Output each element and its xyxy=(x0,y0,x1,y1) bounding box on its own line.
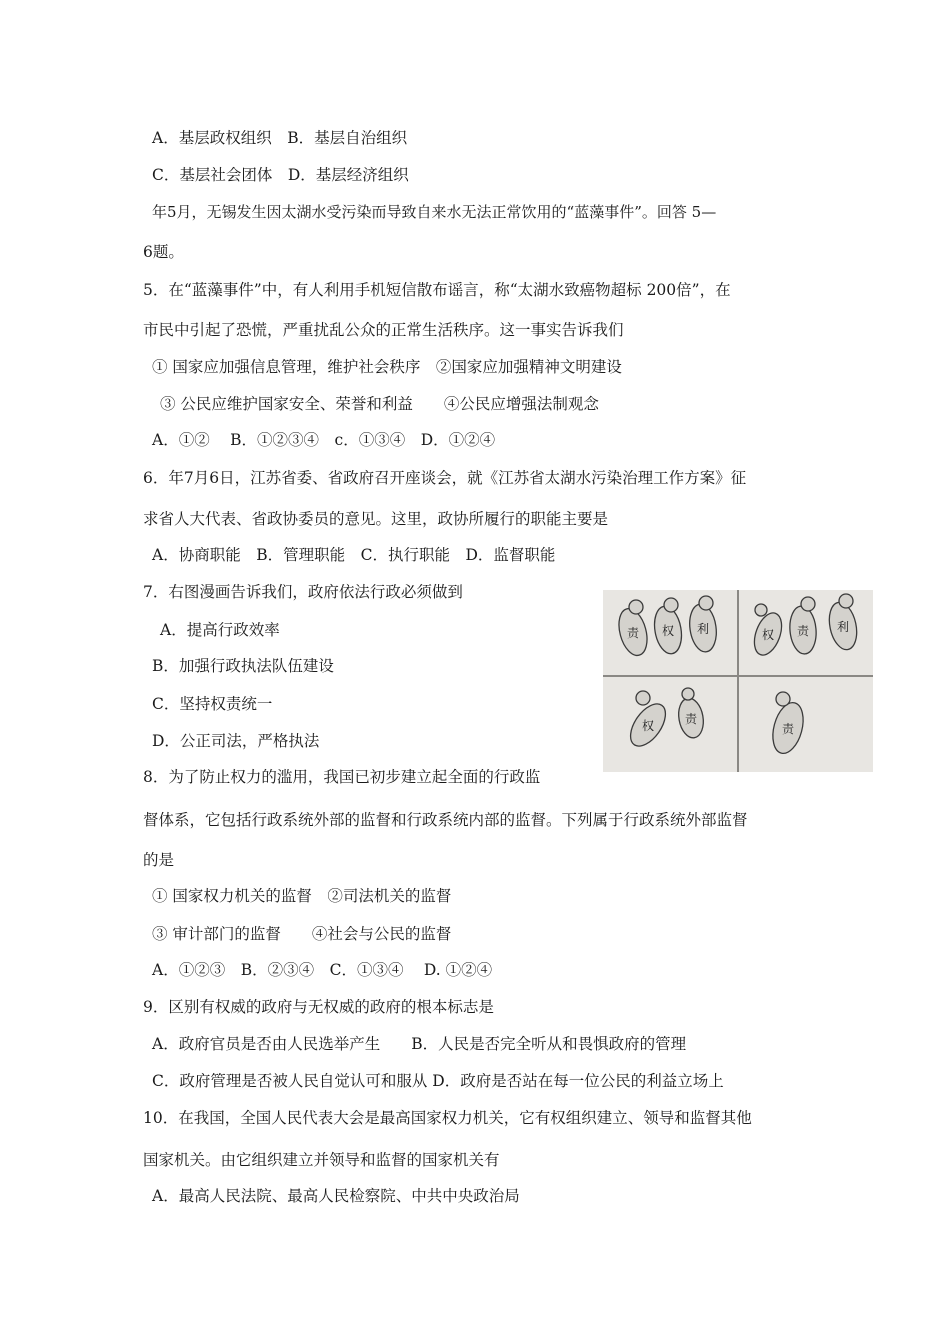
text-line-13: 7．右图漫画告诉我们，政府依法行政必须做到 xyxy=(143,583,463,601)
cartoon-image xyxy=(603,590,873,772)
cartoon-label-4-1: 责 xyxy=(781,722,795,736)
text-line-23: A．①②③ B．②③④ C．①③④ D. ①②④ xyxy=(152,961,493,979)
text-line-06: 市民中引起了恐慌，严重扰乱公众的正常生活秩序。这一事实告诉我们 xyxy=(143,321,624,339)
text-line-11: 求省人大代表、省政协委员的意见。这里，政协所履行的职能主要是 xyxy=(143,510,609,528)
text-line-02: C．基层社会团体 D．基层经济组织 xyxy=(152,166,409,184)
cartoon-label-3-2: 责 xyxy=(684,712,698,726)
text-line-25: A．政府官员是否由人民选举产生 B．人民是否完全听从和畏惧政府的管理 xyxy=(152,1035,687,1053)
text-line-29: A．最高人民法院、最高人民检察院、中共中央政治局 xyxy=(152,1187,520,1205)
cartoon-label-2-3: 利 xyxy=(836,620,850,634)
text-line-21: ① 国家权力机关的监督 ②司法机关的监督 xyxy=(152,887,452,905)
text-line-05: 5．在“蓝藻事件”中，有人利用手机短信散布谣言，称“太湖水致癌物超标 200倍”，在 xyxy=(143,281,731,299)
cartoon-label-1-1: 责 xyxy=(626,626,640,640)
text-line-22: ③ 审计部门的监督 ④社会与公民的监督 xyxy=(152,925,452,943)
text-line-04: 6题。 xyxy=(143,243,184,261)
text-line-28: 国家机关。由它组织建立并领导和监督的国家机关有 xyxy=(143,1151,500,1169)
cartoon-label-2-2: 责 xyxy=(796,624,810,638)
text-line-27: 10．在我国，全国人民代表大会是最高国家权力机关，它有权组织建立、领导和监督其他 xyxy=(143,1109,752,1127)
text-line-16: C．坚持权责统一 xyxy=(152,695,273,713)
cartoon-label-1-2: 权 xyxy=(661,624,675,638)
text-line-01: A．基层政权组织 B．基层自治组织 xyxy=(152,129,408,147)
cartoon-label-2-1: 权 xyxy=(761,628,775,642)
cartoon-panel-1 xyxy=(614,596,719,659)
text-line-08: ③ 公民应维护国家安全、荣誉和利益 ④公民应增强法制观念 xyxy=(160,395,599,413)
text-line-18: 8．为了防止权力的滥用，我国已初步建立起全面的行政监 xyxy=(143,768,541,786)
text-line-26: C．政府管理是否被人民自觉认可和服从 D．政府是否站在每一位公民的利益立场上 xyxy=(152,1072,724,1090)
text-line-10: 6．年7月6日，江苏省委、省政府召开座谈会，就《江苏省太湖水污染治理工作方案》征 xyxy=(143,469,747,487)
text-line-15: B．加强行政执法队伍建设 xyxy=(152,657,334,675)
text-line-19: 督体系，它包括行政系统外部的监督和行政系统内部的监督。下列属于行政系统外部监督 xyxy=(143,811,748,829)
cartoon-label-1-3: 利 xyxy=(696,622,710,636)
text-line-12: A．协商职能 B．管理职能 C．执行职能 D．监督职能 xyxy=(152,546,556,564)
text-line-20: 的是 xyxy=(143,851,175,869)
text-line-09: A．①② B．①②③④ c．①③④ D．①②④ xyxy=(152,431,496,449)
text-line-03: 年5月，无锡发生因太湖水受污染而导致自来水无法正常饮用的“蓝藻事件”。回答 5— xyxy=(152,203,717,221)
text-line-24: 9．区别有权威的政府与无权威的政府的根本标志是 xyxy=(143,998,494,1016)
text-line-17: D．公正司法，严格执法 xyxy=(152,732,320,750)
cartoon-label-3-1: 权 xyxy=(641,719,655,733)
text-line-07: ① 国家应加强信息管理，维护社会秩序 ②国家应加强精神文明建设 xyxy=(152,358,622,376)
text-line-14: A．提高行政效率 xyxy=(160,621,280,639)
